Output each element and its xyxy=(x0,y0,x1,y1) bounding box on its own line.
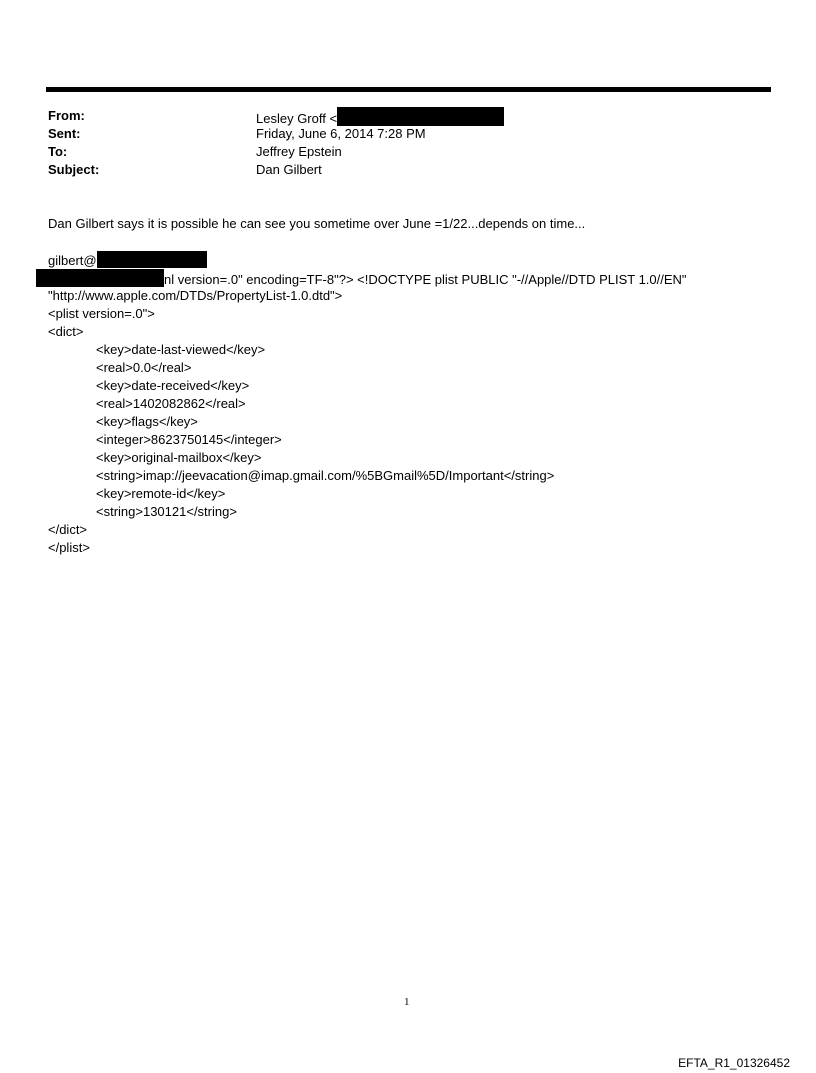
plist-entry: <key>date-received</key> xyxy=(96,378,250,393)
email-line xyxy=(48,251,207,270)
to-value: Jeffrey Epstein xyxy=(256,144,342,159)
sent-label: Sent: xyxy=(48,126,81,141)
plist-entry: <string>130121</string> xyxy=(96,504,237,519)
to-label: To: xyxy=(48,144,68,159)
message-text: Dan Gilbert says it is possible he can see you sometime over June =1/22...depends on time... xyxy=(48,216,586,231)
plist-entry: <key>remote-id</key> xyxy=(96,486,226,501)
redaction-box xyxy=(36,269,164,287)
redaction-box xyxy=(337,107,504,126)
sent-value: Friday, June 6, 2014 7:28 PM xyxy=(256,126,426,141)
plist-open: <plist version=.0"> xyxy=(48,306,155,321)
plist-entry: <real>0.0</real> xyxy=(96,360,192,375)
page-number: 1 xyxy=(404,996,410,1008)
plist-close: </plist> xyxy=(48,540,90,555)
plist-entry: <integer>8623750145</integer> xyxy=(96,432,282,447)
plist-entry: <string>imap://jeevacation@imap.gmail.com/%5BGmail%5D/Important</string> xyxy=(96,468,555,483)
plist-entry: <key>date-last-viewed</key> xyxy=(96,342,266,357)
dict-open: <dict> xyxy=(48,324,84,339)
plist-entry: <key>original-mailbox</key> xyxy=(96,450,262,465)
from-label: From: xyxy=(48,108,85,123)
redaction-box xyxy=(97,251,207,268)
subject-label: Subject: xyxy=(48,162,100,177)
plist-entry: <real>1402082862</real> xyxy=(96,396,246,411)
subject-value: Dan Gilbert xyxy=(256,162,322,177)
plist-entry: <key>flags</key> xyxy=(96,414,198,429)
from-sender: Lesley Groff < xyxy=(256,111,338,126)
email-prefix: gilbert@ xyxy=(48,253,97,268)
document-id: EFTA_R1_01326452 xyxy=(678,1056,790,1070)
dtd-line: "http://www.apple.com/DTDs/PropertyList-1.0.dtd"> xyxy=(48,288,343,303)
plist-header-line xyxy=(36,269,687,289)
plist-header-text: nl version=.0" encoding=TF-8"?> <!DOCTYPE plist PUBLIC "-//Apple//DTD PLIST 1.0//EN" xyxy=(164,272,687,287)
header-rule xyxy=(46,87,771,92)
dict-close: </dict> xyxy=(48,522,88,537)
